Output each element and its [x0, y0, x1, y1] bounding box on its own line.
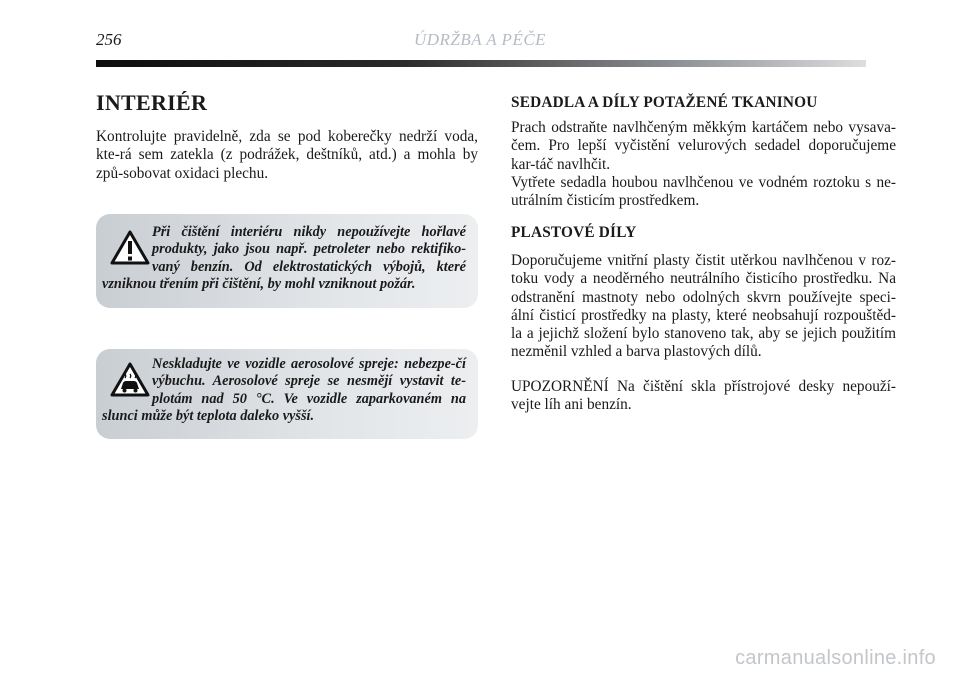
section-title-seats: SEDADLA A DÍLY POTAŽENÉ TKANINOU — [511, 94, 818, 111]
notice-paragraph: UPOZORNĚNÍ Na čištění skla přístrojové desky nepouží-vejte líh ani benzín. — [511, 378, 896, 414]
watermark: carmanualsonline.info — [735, 647, 936, 669]
plastic-paragraph: Doporučujeme vnitřní plasty čistit utěrkou navlhčenou v roz-toku vody a neoděrného neutrálního čisticího prostředku. Na odstranění mastnoty nebo odolných skvrn používejte speci-ální čisticí prostředky na plasty, které neobsahují rozpouštěd-la a jejichž složení bylo stanoveno tak, aby se jejich použitím nezměnil vzhled a barva plastových dílů. — [511, 252, 896, 361]
seats-paragraph-2: Vytřete sedadla houbou navlhčenou ve vodném roztoku s ne-utrálním čisticím prostředkem. — [511, 173, 896, 210]
seats-paragraph-1: Prach odstraňte navlhčeným měkkým kartáčem nebo vysava-čem. Pro lepší vyčistění velurových sedadel doporučujeme kar-táč navlhčit. — [511, 119, 896, 173]
page-number: 256 — [96, 30, 122, 49]
fire-warning-box — [96, 214, 478, 308]
fire-warning-text: Při čištění interiéru nikdy nepoužívejte hořlavé produkty, jako jsou např. petroleter nebo rektifiko-vaný benzín. Od elektrostatických výbojů, které vzniknou třením při čištění, by mohl vzniknout požár. — [102, 224, 466, 293]
header-rule — [96, 60, 866, 67]
seats-paragraphs — [511, 119, 896, 210]
section-title-plastic: PLASTOVÉ DÍLY — [511, 224, 637, 241]
interior-intro-paragraph: Kontrolujte pravidelně, zda se pod koberečky nedrží voda, kte-rá sem zatekla (z podrážek, deštníků, atd.) a mohla by způ-sobovat oxidaci plechu. — [96, 128, 478, 182]
section-title-interior: INTERIÉR — [96, 90, 208, 115]
running-header-title: ÚDRŽBA A PÉČE — [413, 30, 547, 49]
fire-warning-text-block — [102, 224, 466, 294]
aerosol-warning-text-block — [102, 356, 466, 426]
aerosol-warning-text: Neskladujte ve vozidle aerosolové spreje: nebezpe-čí výbuchu. Aerosolové spreje se nesmějí vystavit te-plotám nad 50 °C. Ve vozidle zaparkovaném na slunci může být teplota daleko vyšší. — [102, 356, 466, 425]
aerosol-warning-box — [96, 349, 478, 439]
